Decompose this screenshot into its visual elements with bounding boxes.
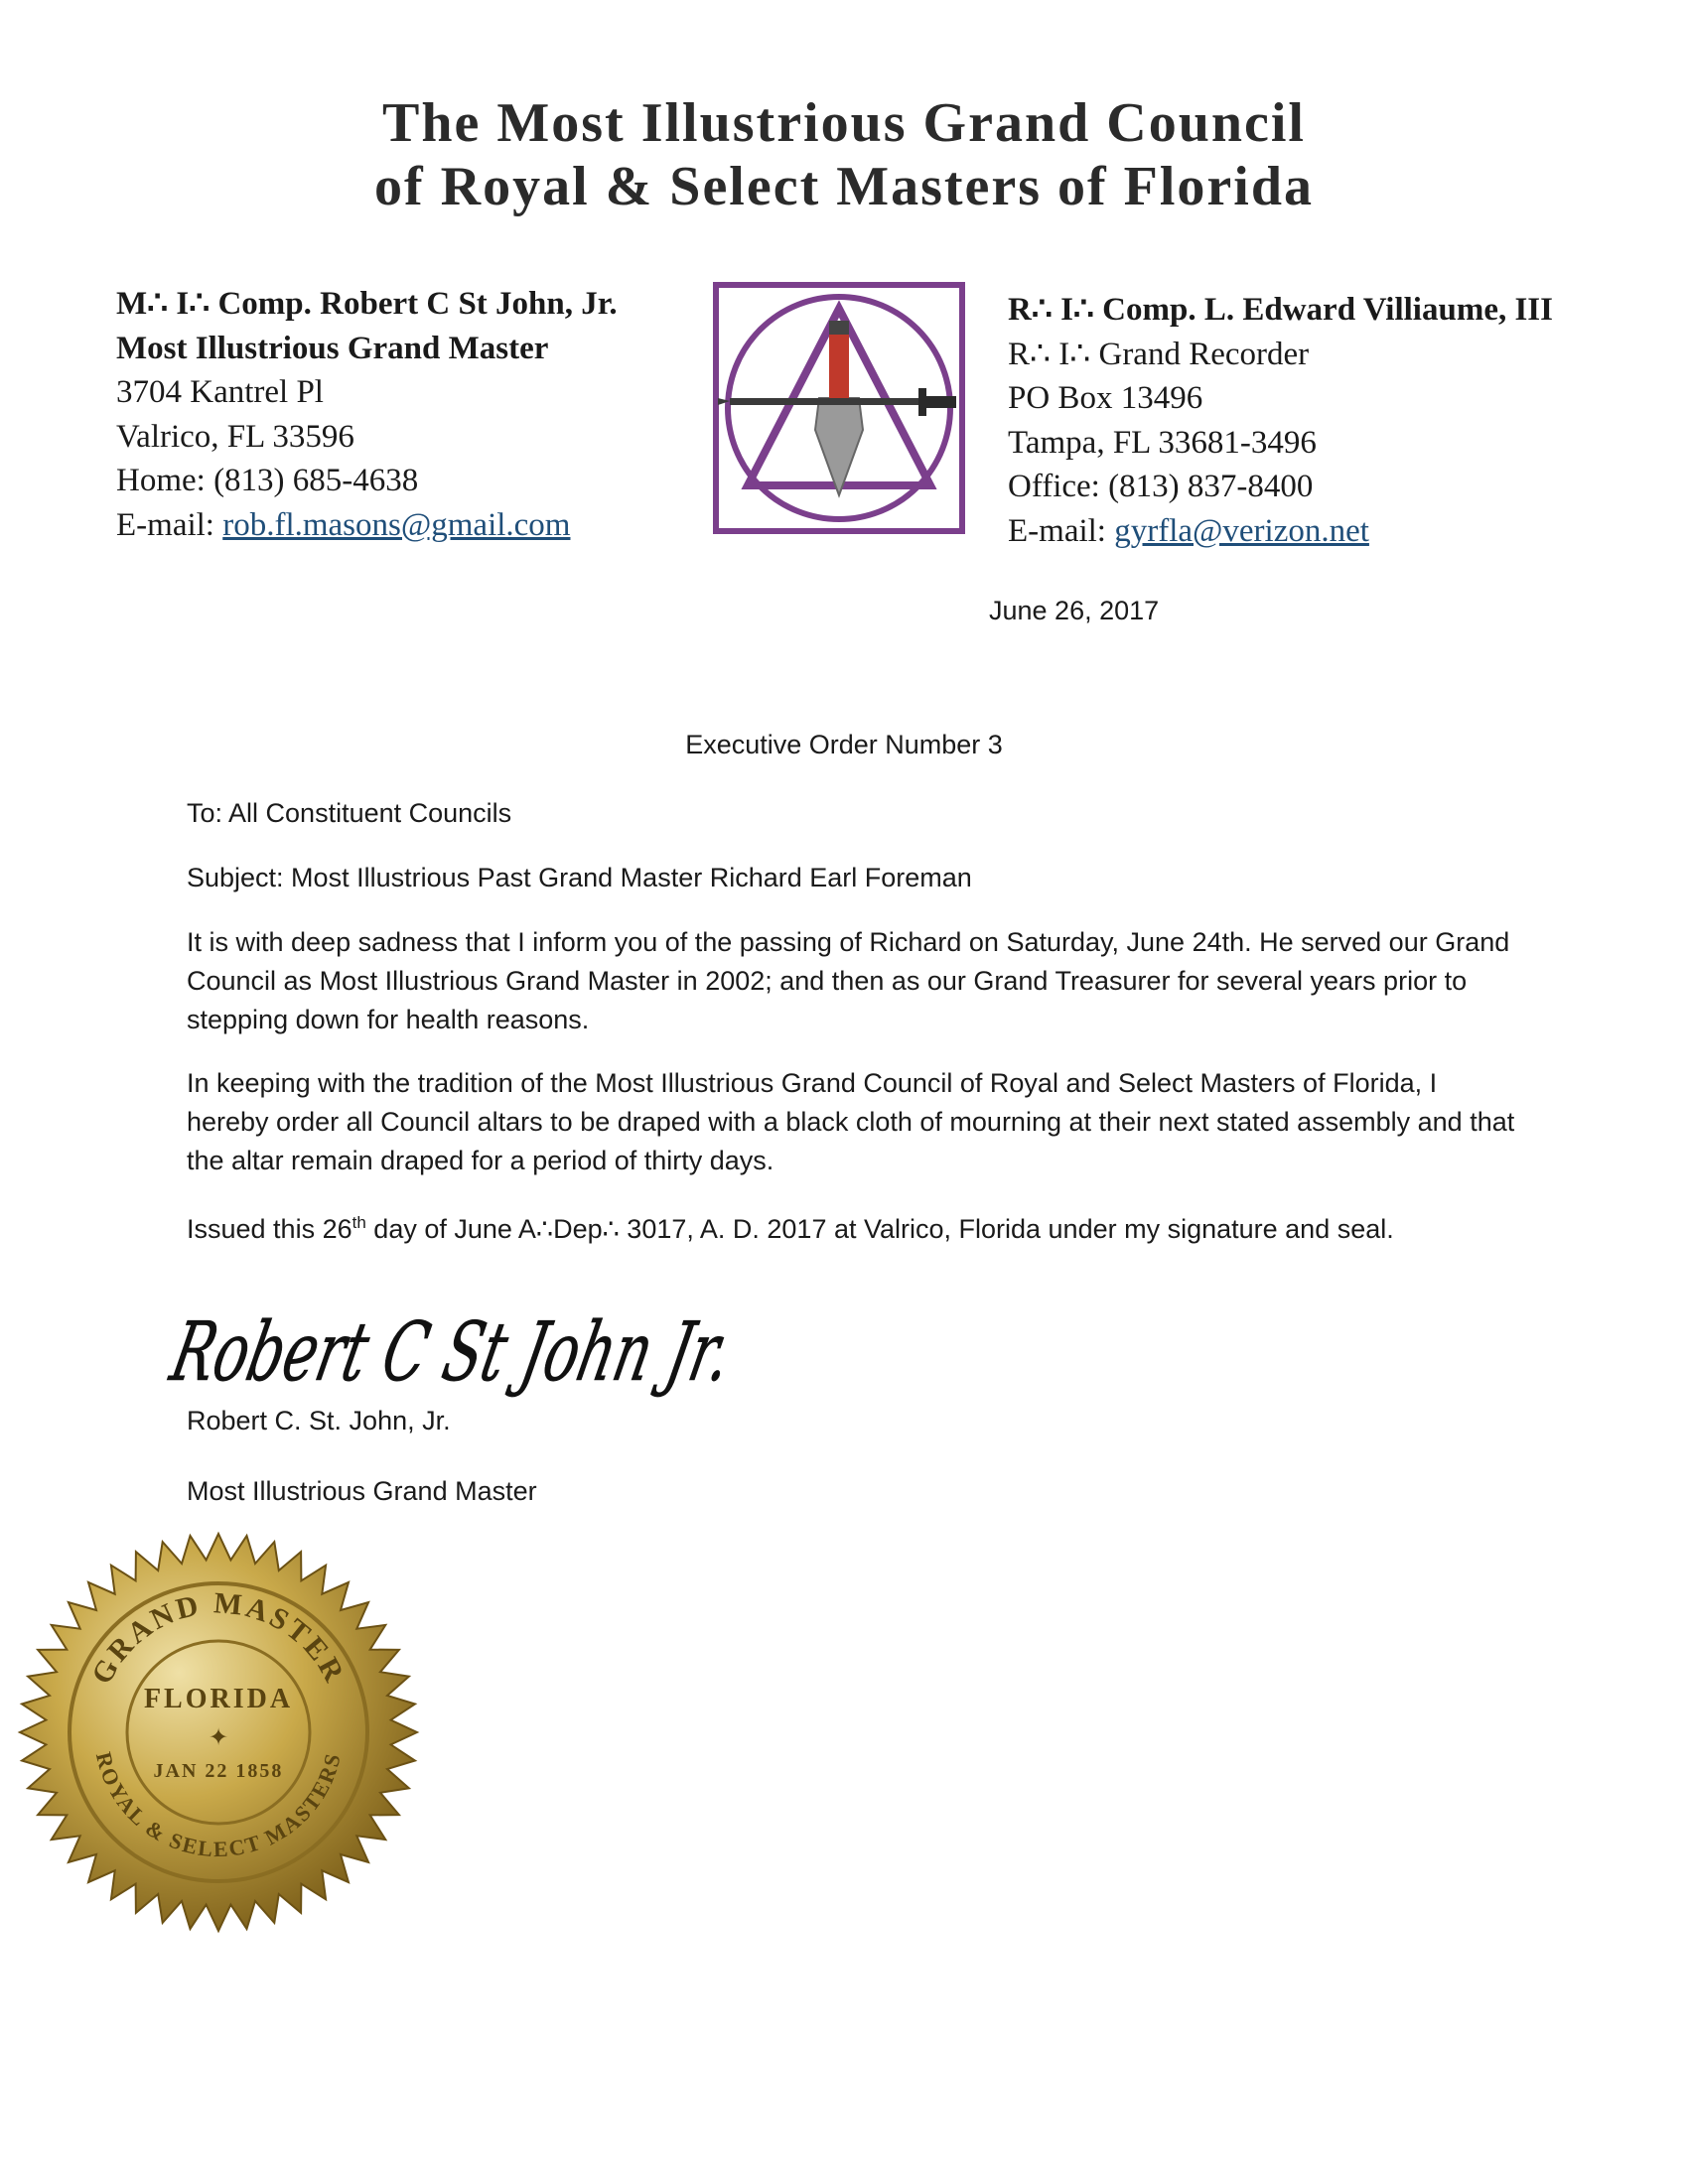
seal-star-glyph: ✦ (208, 1725, 229, 1751)
seal-bottom-text: ROYAL & SELECT MASTERS (90, 1749, 347, 1862)
grand-recorder-email-link[interactable]: gyrfla@verizon.net (1114, 512, 1369, 549)
grand-recorder-name: R∴ I∴ Comp. L. Edward Villiaume, III (1008, 292, 1553, 328)
issued-line (187, 1203, 1517, 1249)
seal-date-text: JAN 22 1858 (153, 1760, 284, 1782)
title-line-1: The Most Illustrious Grand Council (382, 92, 1306, 154)
order-number: Executive Order Number 3 (685, 730, 1003, 759)
issued-suffix: day of June A∴Dep∴ 3017, A. D. 2017 at Valrico, Florida under my signature and seal. (365, 1214, 1394, 1244)
title-line-2: of Royal & Select Masters of Florida (374, 156, 1314, 217)
paragraph-passing: It is with deep sadness that I inform you of the passing of Richard on Saturday, June 24th. He served our Grand Council as Most Illustrious Grand Master in 2002; and then as our Grand Treasurer for several years prior to stepping down for health reasons. (187, 927, 1510, 1034)
grand-recorder-email-row (1008, 509, 1553, 554)
grand-master-phone: Home: (813) 685-4638 (116, 463, 419, 498)
issued-prefix: Issued this 26 (187, 1214, 352, 1244)
gold-seal-icon (15, 1529, 422, 1936)
grand-recorder-phone: Office: (813) 837-8400 (1008, 469, 1314, 504)
grand-master-email-row (116, 503, 618, 548)
letter-date: June 26, 2017 (989, 596, 1160, 625)
document-title (0, 91, 1688, 218)
grand-master-address-line2: Valrico, FL 33596 (116, 418, 354, 455)
council-emblem-icon (712, 281, 966, 535)
subject-line: Subject: Most Illustrious Past Grand Master Richard Earl Foreman (187, 863, 972, 892)
grand-recorder-title: R∴ I∴ Grand Recorder (1008, 336, 1310, 372)
signer-title: Most Illustrious Grand Master (187, 1476, 537, 1506)
seal-center-text: FLORIDA (143, 1684, 294, 1714)
grand-master-address-line1: 3704 Kantrel Pl (116, 374, 324, 410)
email-label: E-mail: (116, 506, 223, 543)
grand-master-title: Most Illustrious Grand Master (116, 330, 549, 366)
signer-name: Robert C. St. John, Jr. (187, 1406, 451, 1435)
seal-top-text: GRAND MASTER (84, 1586, 352, 1690)
grand-recorder-contact (1008, 288, 1553, 553)
to-line: To: All Constituent Councils (187, 798, 512, 828)
paragraph-order: In keeping with the tradition of the Most Illustrious Grand Council of Royal and Select Masters of Florida, I hereby order all Council altars to be draped with a black cloth of mourning at their next stated assembly and that the altar remain draped for a period of thirty days. (187, 1068, 1515, 1175)
grand-master-email-link[interactable]: rob.fl.masons@gmail.com (222, 506, 571, 543)
svg-text:Robert C St John Jr.: Robert C St John Jr. (163, 1303, 996, 1400)
grand-recorder-address-line2: Tampa, FL 33681-3496 (1008, 424, 1317, 461)
grand-recorder-address-line1: PO Box 13496 (1008, 380, 1203, 416)
issued-superscript: th (352, 1213, 366, 1232)
grand-master-contact (116, 282, 618, 547)
grand-master-name: M∴ I∴ Comp. Robert C St John, Jr. (116, 286, 618, 322)
email-label: E-mail: (1008, 512, 1115, 549)
